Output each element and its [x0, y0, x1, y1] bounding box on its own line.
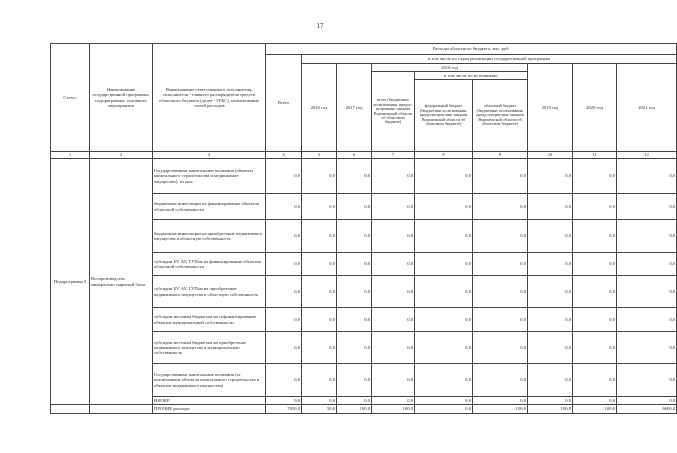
- value-cell: 50,0: [302, 405, 337, 414]
- value-cell: 0,0: [415, 397, 473, 405]
- header-expenses-caption: Расходы областного бюджета, тыс. руб.: [266, 44, 677, 55]
- value-cell: 0,0: [302, 308, 337, 332]
- empty-cell: [51, 405, 90, 414]
- column-number: 8: [415, 152, 473, 159]
- row-description: Государственные капитальные вложения (объекты капитального строительства и недвижимое имущество), из них:: [153, 159, 266, 194]
- column-number: 4: [266, 152, 302, 159]
- value-cell: 100,0: [573, 405, 617, 414]
- value-cell: 0,0: [302, 332, 337, 364]
- value-cell: 0,0: [266, 364, 302, 397]
- value-cell: 0,0: [528, 332, 573, 364]
- value-cell: 0,0: [266, 308, 302, 332]
- value-cell: 0,0: [302, 159, 337, 194]
- column-number: 7: [372, 152, 415, 159]
- value-cell: 0,0: [415, 253, 473, 276]
- value-cell: 0,0: [473, 276, 528, 308]
- column-numbers-row: [51, 152, 677, 159]
- row-description: субсидии местным бюджетам на приобретение недвижимого имущества в муниципальную собственность: [153, 332, 266, 364]
- header-by-years: в том числе по годам реализации государственной программы: [302, 55, 677, 64]
- column-number: 3: [153, 152, 266, 159]
- header-program-name: Наименование государственной программы, подпрограммы, основного мероприятия: [90, 44, 153, 152]
- value-cell: 0,0: [528, 194, 573, 220]
- value-cell: 0,0: [617, 332, 677, 364]
- row-description: субсидии БУ, АУ, ГУПам на финансирование объектов областной собственности: [153, 253, 266, 276]
- value-cell: 0,0: [473, 332, 528, 364]
- value-cell: 0,0: [528, 308, 573, 332]
- value-cell: 0,0: [415, 194, 473, 220]
- value-cell: 0,0: [266, 159, 302, 194]
- value-cell: 0,0: [337, 253, 372, 276]
- value-cell: 0,0: [415, 220, 473, 253]
- value-cell: 0,0: [337, 397, 372, 405]
- value-cell: 0,0: [372, 276, 415, 308]
- value-cell: 0,0: [337, 332, 372, 364]
- value-cell: 0,0: [302, 397, 337, 405]
- header-2018-federal: федеральный бюджет (бюджетные ассигнования, предусмотрен-ные законом Воронежской области об областном бюджете): [415, 80, 473, 152]
- value-cell: 0,0: [528, 276, 573, 308]
- header-total: Всего: [266, 55, 302, 152]
- value-cell: 0,0: [473, 364, 528, 397]
- value-cell: 0,0: [473, 397, 528, 405]
- value-cell: 0,0: [302, 276, 337, 308]
- value-cell: 0,0: [266, 253, 302, 276]
- program-cell: Воспроизводство минерально-сырьевой базы: [90, 159, 153, 405]
- header-year-2019: 2019 год: [528, 64, 573, 152]
- value-cell: 0,0: [573, 397, 617, 405]
- value-cell: 0,0: [617, 220, 677, 253]
- value-cell: 0,0: [528, 397, 573, 405]
- column-number: 10: [528, 152, 573, 159]
- value-cell: 100,0: [528, 405, 573, 414]
- column-number: 5: [302, 152, 337, 159]
- value-cell: 0,0: [617, 397, 677, 405]
- value-cell: 0,0: [573, 194, 617, 220]
- row-description: Государственные капитальные вложения (за исключением объектов капитального строительства и объектов недвижимого имущества): [153, 364, 266, 397]
- value-cell: 0,0: [372, 308, 415, 332]
- value-cell: 0,0: [266, 276, 302, 308]
- value-cell: 0,0: [528, 364, 573, 397]
- row-description: бюджетные инвестиции на финансирование объектов областной собственности: [153, 194, 266, 220]
- value-cell: 0,0: [266, 332, 302, 364]
- column-number: 11: [573, 152, 617, 159]
- value-cell: 0,0: [266, 220, 302, 253]
- table-row: [51, 405, 677, 414]
- row-description: субсидии местным бюджетам на софинансирование объектов муниципальной собственности: [153, 308, 266, 332]
- value-cell: 0,0: [337, 159, 372, 194]
- header-2018-regional: областной бюджет (бюджетные ассигнования, предусмотрен-ные законом Воронежской области об областном бюджете): [473, 80, 528, 152]
- value-cell: 0,0: [302, 220, 337, 253]
- value-cell: 0,0: [617, 364, 677, 397]
- value-cell: 0,0: [473, 220, 528, 253]
- value-cell: 0,0: [573, 159, 617, 194]
- row-description: ПРОЧИЕ расходы: [153, 405, 266, 414]
- value-cell: 0,0: [415, 405, 473, 414]
- value-cell: 0,0: [573, 364, 617, 397]
- value-cell: 0,0: [617, 308, 677, 332]
- value-cell: 0,0: [372, 220, 415, 253]
- value-cell: 0,0: [337, 364, 372, 397]
- header-year-2016: 2016 год: [302, 64, 337, 152]
- value-cell: 7050,0: [266, 405, 302, 414]
- row-description: НИОКР: [153, 397, 266, 405]
- value-cell: 0,0: [372, 364, 415, 397]
- value-cell: 0,0: [617, 276, 677, 308]
- header-year-2017: 2017 год: [337, 64, 372, 152]
- value-cell: 0,0: [337, 276, 372, 308]
- header-year-2021: 2021 год: [617, 64, 677, 152]
- value-cell: 0,0: [302, 364, 337, 397]
- value-cell: 0,0: [372, 253, 415, 276]
- value-cell: 0,0: [415, 159, 473, 194]
- value-cell: 0,0: [617, 159, 677, 194]
- value-cell: 0,0: [573, 253, 617, 276]
- value-cell: 0,0: [617, 194, 677, 220]
- value-cell: 0,0: [415, 308, 473, 332]
- value-cell: 0,0: [528, 220, 573, 253]
- value-cell: 0,0: [573, 276, 617, 308]
- value-cell: 0,0: [473, 194, 528, 220]
- row-description: бюджетные инвестиции на приобретение недвижимого имущества в областную собственность: [153, 220, 266, 253]
- header-executor: Наименование ответственного исполнителя, исполнителя - главного распорядителя средств областного бюджета (далее - ГРБС), наименование статей расходов: [153, 44, 266, 152]
- value-cell: 0,0: [573, 220, 617, 253]
- header-status: Статус: [51, 44, 90, 152]
- value-cell: 0,0: [415, 276, 473, 308]
- value-cell: 6600,0: [617, 405, 677, 414]
- value-cell: 0,0: [617, 253, 677, 276]
- column-number: 1: [51, 152, 90, 159]
- value-cell: 0,0: [415, 364, 473, 397]
- expenses-table: [50, 43, 677, 414]
- value-cell: 0,0: [573, 308, 617, 332]
- value-cell: 0,0: [266, 397, 302, 405]
- value-cell: 0,0: [266, 194, 302, 220]
- table-row: [51, 159, 677, 194]
- value-cell: 0,0: [473, 308, 528, 332]
- header-year-2018: 2018 год: [372, 64, 528, 72]
- value-cell: 0,0: [528, 159, 573, 194]
- value-cell: 0,0: [302, 194, 337, 220]
- value-cell: 100,0: [473, 405, 528, 414]
- value-cell: 0,0: [573, 332, 617, 364]
- value-cell: 0,0: [372, 159, 415, 194]
- value-cell: 0,0: [473, 253, 528, 276]
- column-number: 9: [473, 152, 528, 159]
- value-cell: 100,0: [337, 405, 372, 414]
- header-2018-all: всего (бюджетные ассигнования, предус-мотренные законом Воронежской области об областном бюджете): [372, 72, 415, 152]
- row-description: субсидии БУ, АУ, ГУПам на приобретение недвижимого имущества в областную собственность: [153, 276, 266, 308]
- value-cell: 0,0: [302, 253, 337, 276]
- value-cell: 0,0: [372, 397, 415, 405]
- value-cell: 0,0: [372, 194, 415, 220]
- value-cell: 0,0: [528, 253, 573, 276]
- value-cell: 100,0: [372, 405, 415, 414]
- empty-cell: [90, 405, 153, 414]
- value-cell: 0,0: [372, 332, 415, 364]
- page-number: 17: [316, 22, 324, 30]
- value-cell: 0,0: [337, 220, 372, 253]
- value-cell: 0,0: [337, 308, 372, 332]
- status-cell: Подпрограмма 3: [51, 159, 90, 405]
- column-number: 2: [90, 152, 153, 159]
- value-cell: 0,0: [415, 332, 473, 364]
- header-year-2020: 2020 год: [573, 64, 617, 152]
- value-cell: 0,0: [473, 159, 528, 194]
- header-2018-sources: в том числе по источникам:: [415, 72, 528, 80]
- value-cell: 0,0: [337, 194, 372, 220]
- column-number: 12: [617, 152, 677, 159]
- column-number: 6: [337, 152, 372, 159]
